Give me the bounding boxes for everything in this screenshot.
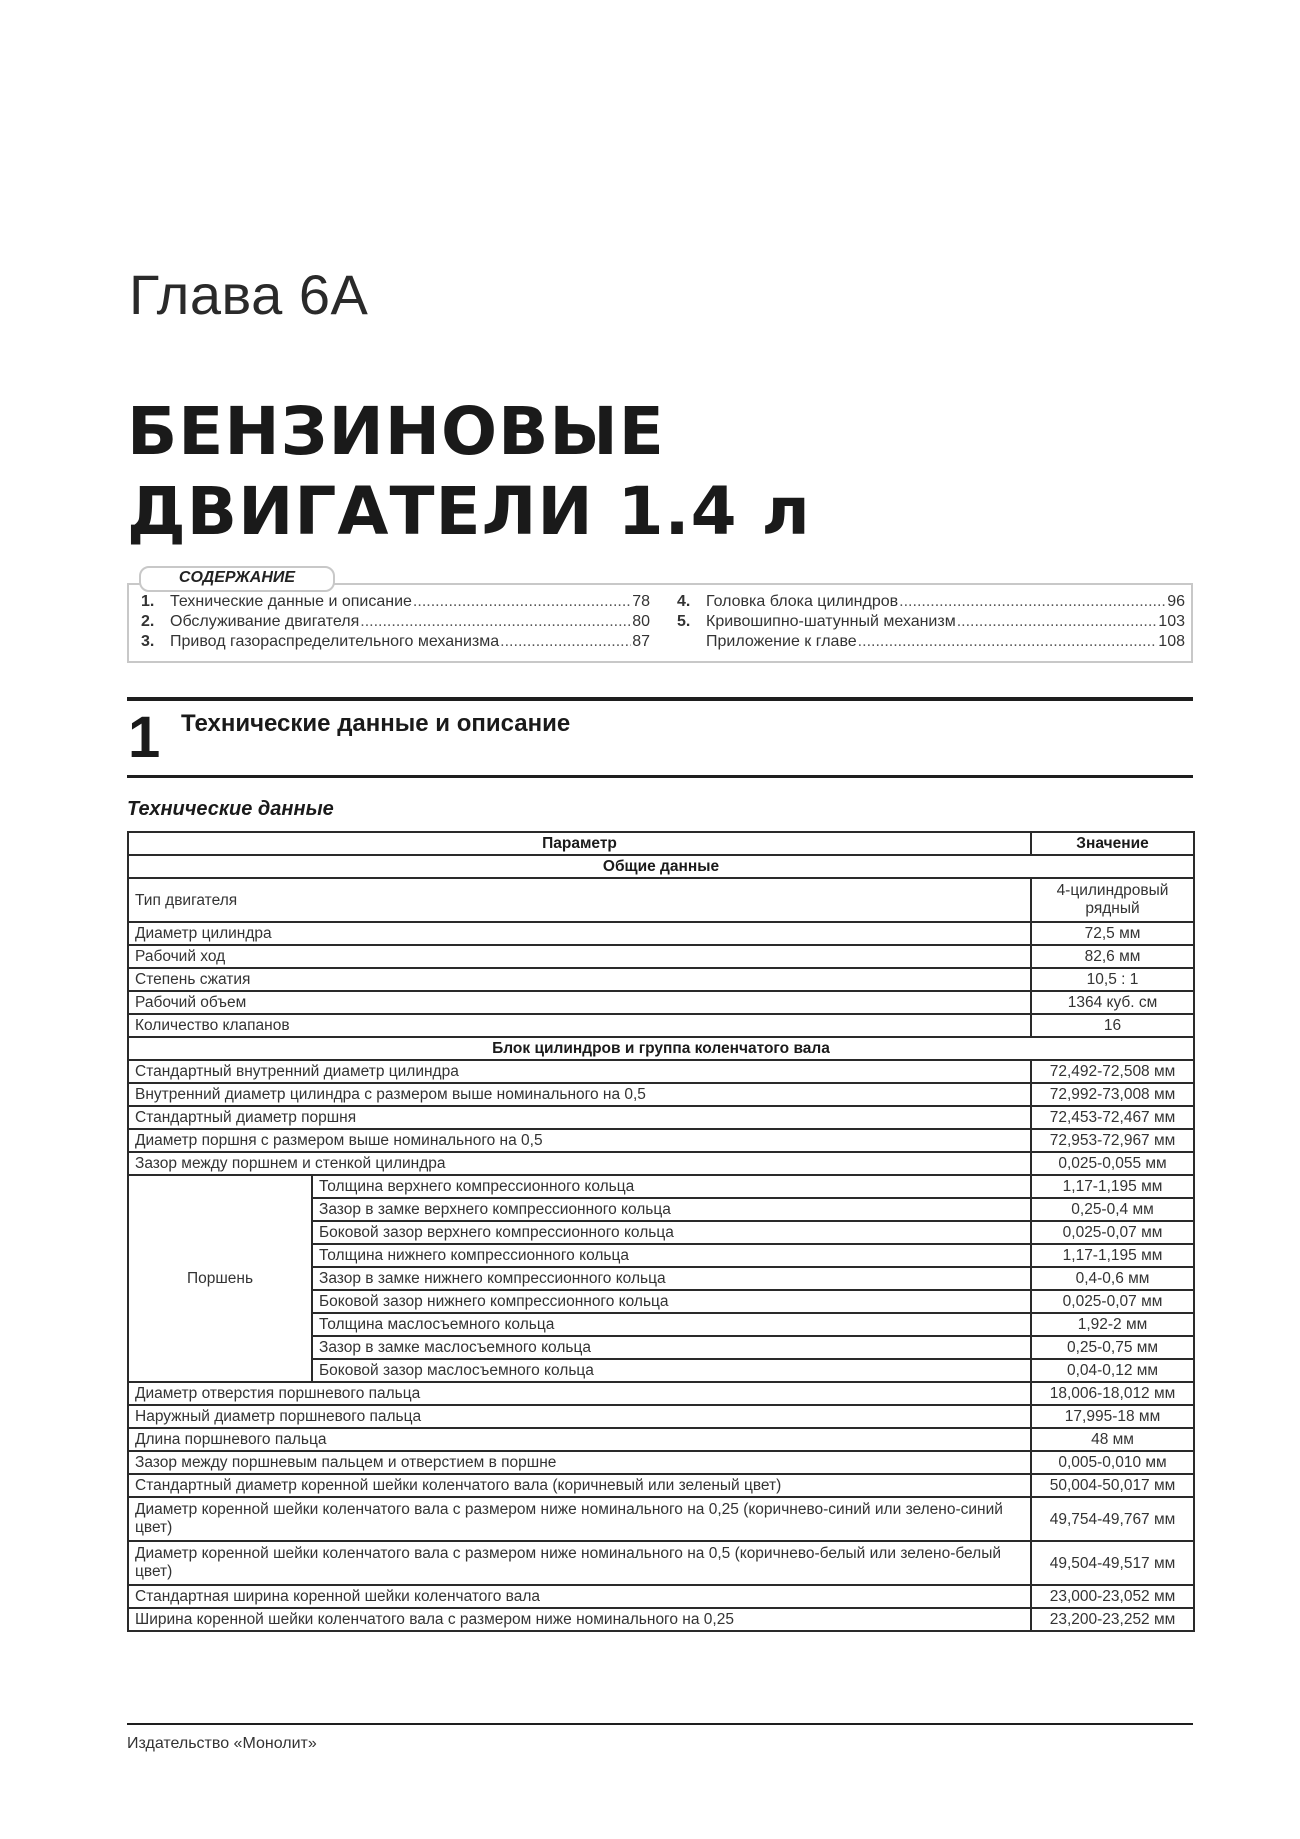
param-cell: Степень сжатия (128, 968, 1031, 991)
contents-item-label: Головка блока цилиндров (706, 593, 899, 610)
param-cell: Рабочий объем (128, 991, 1031, 1014)
table-row (128, 1405, 1194, 1428)
param-cell: Боковой зазор верхнего компрессионного кольца (312, 1221, 1031, 1244)
contents-item-label: Кривошипно-шатунный механизм (706, 613, 956, 630)
spec-table (127, 831, 1195, 1632)
contents-item-number: 5. (677, 613, 691, 630)
tech-data-heading: Технические данные (127, 798, 334, 820)
contents-item-page: 80 (632, 613, 650, 630)
param-cell: Количество клапанов (128, 1014, 1031, 1037)
page-title-line-1: БЕНЗИНОВЫЕ (127, 393, 665, 470)
contents-item-label: Приложение к главе (706, 633, 857, 650)
param-cell: Стандартный диаметр коренной шейки коленчатого вала (коричневый или зеленый цвет) (128, 1474, 1031, 1497)
value-cell: 1,92-2 мм (1031, 1313, 1194, 1336)
contents-item-page: 78 (632, 593, 650, 610)
subheader-general: Общие данные (128, 855, 1194, 878)
contents-item[interactable] (677, 592, 1185, 612)
page-title-line-2: ДВИГАТЕЛИ 1.4 л (127, 473, 811, 550)
table-header-row (128, 832, 1194, 855)
contents-item-page: 96 (1167, 593, 1185, 610)
table-row (128, 1014, 1194, 1037)
contents-item-number: 1. (141, 593, 155, 610)
group-cell-piston: Поршень (128, 1175, 312, 1382)
table-row (128, 1152, 1194, 1175)
contents-item-number: 4. (677, 593, 691, 610)
contents-item-page: 87 (632, 633, 650, 650)
param-cell: Диаметр коренной шейки коленчатого вала с размером ниже номинального на 0,5 (коричнево-белый или зелено-белый цвет) (128, 1541, 1031, 1585)
value-cell: 48 мм (1031, 1428, 1194, 1451)
param-cell: Толщина нижнего компрессионного кольца (312, 1244, 1031, 1267)
table-row (128, 1608, 1194, 1631)
value-cell: 0,25-0,75 мм (1031, 1336, 1194, 1359)
table-row (128, 1497, 1194, 1541)
param-cell: Зазор между поршневым пальцем и отверстием в поршне (128, 1451, 1031, 1474)
contents-item[interactable] (141, 592, 650, 612)
value-cell: 10,5 : 1 (1031, 968, 1194, 991)
value-cell: 0,025-0,07 мм (1031, 1221, 1194, 1244)
param-cell: Диаметр коренной шейки коленчатого вала с размером ниже номинального на 0,25 (коричнево-синий или зелено-синий цвет) (128, 1497, 1031, 1541)
contents-item[interactable] (141, 612, 650, 632)
param-cell: Тип двигателя (128, 878, 1031, 922)
table-row (128, 1451, 1194, 1474)
value-cell: 1,17-1,195 мм (1031, 1175, 1194, 1198)
contents-heading: СОДЕРЖАНИЕ (139, 566, 335, 592)
value-cell: 0,25-0,4 мм (1031, 1198, 1194, 1221)
contents-item[interactable] (141, 632, 650, 652)
value-cell: 72,953-72,967 мм (1031, 1129, 1194, 1152)
param-cell: Диаметр отверстия поршневого пальца (128, 1382, 1031, 1405)
table-row (128, 1428, 1194, 1451)
table-subheader-row (128, 1037, 1194, 1060)
table-row (128, 1382, 1194, 1405)
param-cell: Боковой зазор нижнего компрессионного кольца (312, 1290, 1031, 1313)
param-cell: Толщина маслосъемного кольца (312, 1313, 1031, 1336)
param-cell: Боковой зазор маслосъемного кольца (312, 1359, 1031, 1382)
value-cell: 0,005-0,010 мм (1031, 1451, 1194, 1474)
contents-item[interactable] (677, 632, 1185, 652)
param-cell: Диаметр цилиндра (128, 922, 1031, 945)
contents-item-number: 3. (141, 633, 155, 650)
value-cell: 23,000-23,052 мм (1031, 1585, 1194, 1608)
table-row (128, 1541, 1194, 1585)
table-subheader-row (128, 855, 1194, 878)
param-cell: Толщина верхнего компрессионного кольца (312, 1175, 1031, 1198)
param-cell: Наружный диаметр поршневого пальца (128, 1405, 1031, 1428)
table-row (128, 1129, 1194, 1152)
footer-rule (127, 1723, 1193, 1725)
contents-leader-dots (360, 612, 631, 632)
section-title: Технические данные и описание (181, 710, 571, 737)
param-cell: Зазор в замке маслосъемного кольца (312, 1336, 1031, 1359)
contents-right-column (677, 592, 1185, 652)
contents-item-page: 103 (1158, 613, 1185, 630)
param-cell: Зазор в замке верхнего компрессионного кольца (312, 1198, 1031, 1221)
value-cell: 72,453-72,467 мм (1031, 1106, 1194, 1129)
section-top-rule (127, 697, 1193, 701)
section-number: 1 (128, 705, 161, 770)
param-cell: Зазор между поршнем и стенкой цилиндра (128, 1152, 1031, 1175)
contents-item-number: 2. (141, 613, 155, 630)
table-row (128, 968, 1194, 991)
value-cell: 0,04-0,12 мм (1031, 1359, 1194, 1382)
param-cell: Стандартный диаметр поршня (128, 1106, 1031, 1129)
contents-leader-dots (500, 632, 631, 652)
value-cell: 1,17-1,195 мм (1031, 1244, 1194, 1267)
value-cell: 50,004-50,017 мм (1031, 1474, 1194, 1497)
contents-left-column (141, 592, 650, 652)
param-cell: Зазор в замке нижнего компрессионного кольца (312, 1267, 1031, 1290)
param-cell: Рабочий ход (128, 945, 1031, 968)
contents-item-label: Обслуживание двигателя (170, 613, 360, 630)
param-cell: Стандартный внутренний диаметр цилиндра (128, 1060, 1031, 1083)
contents-leader-dots (899, 592, 1166, 612)
value-cell: 17,995-18 мм (1031, 1405, 1194, 1428)
column-header-value: Значение (1031, 832, 1194, 855)
param-cell: Диаметр поршня с размером выше номинального на 0,5 (128, 1129, 1031, 1152)
value-cell: 49,754-49,767 мм (1031, 1497, 1194, 1541)
table-row (128, 991, 1194, 1014)
contents-leader-dots (413, 592, 631, 612)
table-row (128, 922, 1194, 945)
value-cell: 72,492-72,508 мм (1031, 1060, 1194, 1083)
chapter-label: Глава 6А (129, 263, 369, 326)
table-row (128, 1474, 1194, 1497)
section-bottom-rule (127, 775, 1193, 778)
value-cell: 1364 куб. см (1031, 991, 1194, 1014)
param-cell: Ширина коренной шейки коленчатого вала с размером ниже номинального на 0,25 (128, 1608, 1031, 1631)
param-cell: Внутренний диаметр цилиндра с размером выше номинального на 0,5 (128, 1083, 1031, 1106)
param-cell: Стандартная ширина коренной шейки коленчатого вала (128, 1585, 1031, 1608)
contents-leader-dots (957, 612, 1158, 632)
contents-item[interactable] (677, 612, 1185, 632)
value-cell: 0,025-0,055 мм (1031, 1152, 1194, 1175)
page-title (127, 392, 811, 552)
value-cell: 23,200-23,252 мм (1031, 1608, 1194, 1631)
value-cell: 0,4-0,6 мм (1031, 1267, 1194, 1290)
table-row (128, 1585, 1194, 1608)
value-cell: 72,992-73,008 мм (1031, 1083, 1194, 1106)
value-cell: 0,025-0,07 мм (1031, 1290, 1194, 1313)
table-row (128, 945, 1194, 968)
value-cell: 4-цилиндровый рядный (1031, 878, 1194, 922)
table-row (128, 1060, 1194, 1083)
table-row (128, 878, 1194, 922)
subheader-block: Блок цилиндров и группа коленчатого вала (128, 1037, 1194, 1060)
contents-item-page: 108 (1158, 633, 1185, 650)
value-cell: 82,6 мм (1031, 945, 1194, 968)
column-header-parameter: Параметр (128, 832, 1031, 855)
table-row (128, 1083, 1194, 1106)
contents-item-label: Технические данные и описание (170, 593, 412, 610)
publisher-footer: Издательство «Монолит» (127, 1735, 317, 1752)
contents-item-label: Привод газораспределительного механизма (170, 633, 500, 650)
value-cell: 16 (1031, 1014, 1194, 1037)
contents-leader-dots (858, 632, 1158, 652)
table-row (128, 1106, 1194, 1129)
value-cell: 18,006-18,012 мм (1031, 1382, 1194, 1405)
param-cell: Длина поршневого пальца (128, 1428, 1031, 1451)
table-row (128, 1175, 1194, 1198)
value-cell: 49,504-49,517 мм (1031, 1541, 1194, 1585)
value-cell: 72,5 мм (1031, 922, 1194, 945)
